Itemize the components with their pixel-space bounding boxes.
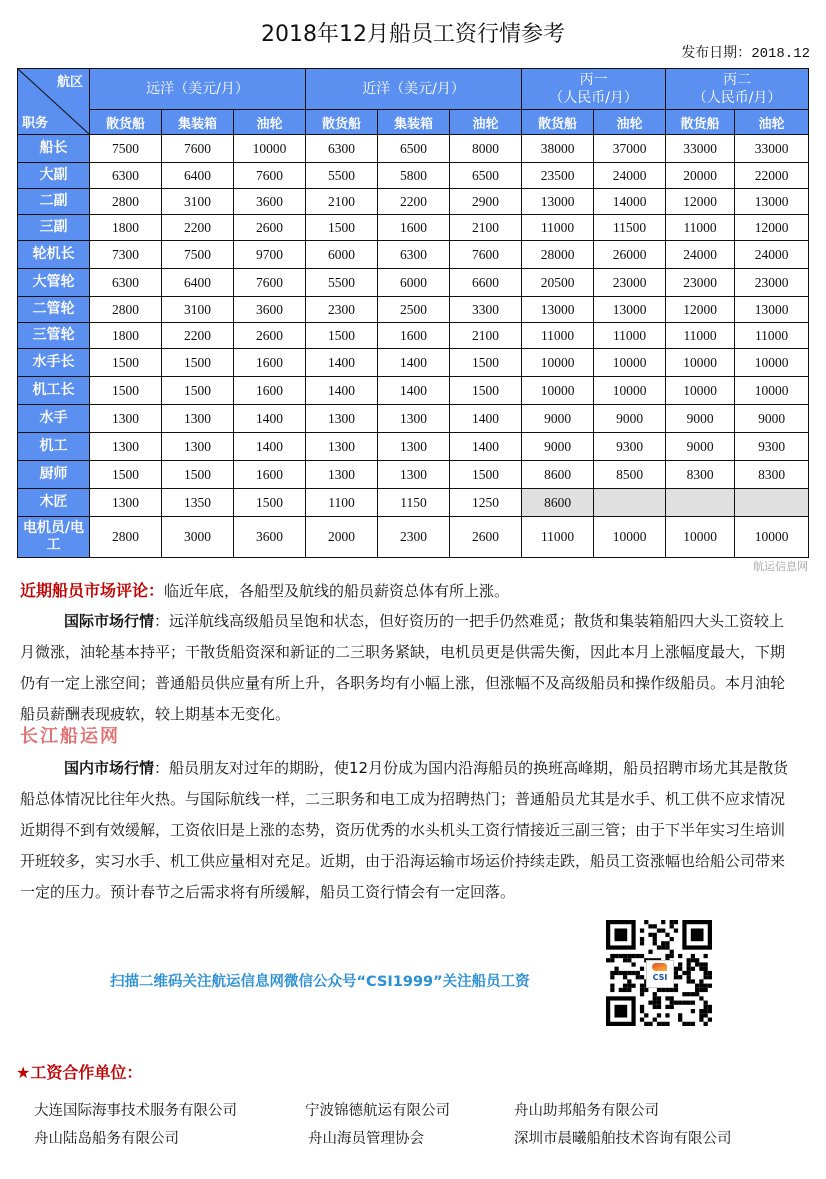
table-row <box>18 405 809 433</box>
position-label: 水手 <box>18 405 90 433</box>
wage-cell: 6000 <box>306 241 378 269</box>
wage-cell: 11000 <box>522 517 594 558</box>
wage-cell: 14000 <box>594 189 666 215</box>
wage-cell: 3000 <box>162 517 234 558</box>
vessel-type-header: 油轮 <box>735 110 809 135</box>
wage-cell: 8300 <box>735 461 809 489</box>
wage-cell: 20000 <box>666 163 735 189</box>
wage-cell: 1500 <box>234 489 306 517</box>
wage-cell: 3100 <box>162 189 234 215</box>
intl-market-paragraph <box>20 606 792 730</box>
publish-date <box>681 42 810 62</box>
vessel-type-header: 散货船 <box>522 110 594 135</box>
intl-market-text: ：远洋航线高级船员呈饱和状态，但好资历的一把手仍然难觅；散货和集装箱船四大头工资较上月微涨，油轮基本持平；干散货船资深和新证的二三职务紧缺，电机员更是供需失衡，因此本月上涨幅度最大，下期仍有一定上涨空间；普通船员供应量有所上升，各职务均有小幅上涨，但涨幅不及高级船员和操作级船员。本月油轮船员薪酬表现疲软，较上期基本无变化。 <box>20 612 786 723</box>
wage-cell: 2600 <box>234 215 306 241</box>
wage-cell: 3100 <box>162 297 234 323</box>
position-label: 水手长 <box>18 349 90 377</box>
position-label: 大管轮 <box>18 269 90 297</box>
wage-cell: 7300 <box>90 241 162 269</box>
group-header-c2-label: 丙二 <box>723 72 752 88</box>
wage-cell: 3300 <box>450 297 522 323</box>
group-header-nearsea <box>306 69 522 110</box>
wage-cell: 2800 <box>90 297 162 323</box>
wage-cell: 13000 <box>522 297 594 323</box>
wage-cell: 13000 <box>735 297 809 323</box>
wage-cell: 9700 <box>234 241 306 269</box>
csi-logo-sail <box>652 963 667 971</box>
comment-summary: 临近年底，各船型及航线的船员薪资总体有所上涨。 <box>164 582 510 600</box>
wage-cell: 9000 <box>522 405 594 433</box>
wage-cell: 1300 <box>378 405 450 433</box>
table-row <box>18 135 809 163</box>
wage-cell: 1300 <box>306 461 378 489</box>
wage-cell: 22000 <box>735 163 809 189</box>
wage-cell: 10000 <box>594 517 666 558</box>
wage-cell: 2800 <box>90 517 162 558</box>
wage-cell: 6400 <box>162 269 234 297</box>
wage-cell: 3600 <box>234 517 306 558</box>
wage-cell: 1600 <box>234 461 306 489</box>
wage-cell: 2000 <box>306 517 378 558</box>
wage-cell: 10000 <box>666 377 735 405</box>
wage-cell: 24000 <box>735 241 809 269</box>
position-label: 船长 <box>18 135 90 163</box>
wage-cell: 5500 <box>306 269 378 297</box>
position-label: 三管轮 <box>18 323 90 349</box>
wage-cell: 7600 <box>450 241 522 269</box>
qr-code[interactable] <box>606 920 712 1026</box>
wage-cell: 20500 <box>522 269 594 297</box>
wage-cell: 11000 <box>522 323 594 349</box>
wage-cell: 11000 <box>666 215 735 241</box>
wage-cell: 9000 <box>666 405 735 433</box>
csi-logo-text: CSI <box>652 973 668 982</box>
wage-cell: 23000 <box>666 269 735 297</box>
wage-cell: 23500 <box>522 163 594 189</box>
wage-cell: 12000 <box>666 189 735 215</box>
position-label: 轮机长 <box>18 241 90 269</box>
table-row <box>18 349 809 377</box>
domestic-market-paragraph <box>20 753 792 908</box>
corner-region-label: 航区 <box>56 75 83 90</box>
wage-cell: 37000 <box>594 135 666 163</box>
wage-cell: 10000 <box>735 349 809 377</box>
group-header-c1 <box>522 69 666 110</box>
publish-date-value: 2018.12 <box>751 46 810 62</box>
table-row <box>18 163 809 189</box>
wage-cell: 10000 <box>735 517 809 558</box>
vessel-type-header: 散货船 <box>90 110 162 135</box>
wage-cell: 5800 <box>378 163 450 189</box>
wage-cell: 1500 <box>90 349 162 377</box>
wage-cell: 2200 <box>162 215 234 241</box>
market-comment <box>20 575 792 607</box>
wage-cell: 10000 <box>522 377 594 405</box>
wage-cell: 2100 <box>450 323 522 349</box>
wage-cell: 9000 <box>522 433 594 461</box>
wage-cell: 1800 <box>90 215 162 241</box>
wage-cell: 1150 <box>378 489 450 517</box>
vessel-type-header: 油轮 <box>450 110 522 135</box>
position-label: 二管轮 <box>18 297 90 323</box>
wage-cell: 13000 <box>522 189 594 215</box>
wage-cell: 1300 <box>378 461 450 489</box>
wage-cell: 1300 <box>306 433 378 461</box>
partners-title: ★工资合作单位： <box>16 1063 143 1082</box>
wage-cell: 8500 <box>594 461 666 489</box>
partner-item: 舟山陆岛船务有限公司 <box>34 1131 179 1147</box>
wage-cell: 6500 <box>450 163 522 189</box>
table-row <box>18 215 809 241</box>
position-label: 木匠 <box>18 489 90 517</box>
publish-date-label: 发布日期： <box>681 45 752 61</box>
wage-cell: 6300 <box>90 163 162 189</box>
domestic-market-text: ：船员朋友对过年的期盼，使12月份成为国内沿海船员的换班高峰期，船员招聘市场尤其是散货船总体情况比往年火热。与国际航线一样，二三职务和电工成为招聘热门；普通船员尤其是水手、机工供不应求情况近期得不到有效缓解，工资依旧是上涨的态势，资历优秀的水头机头工资行情接近三副三管；由于下半年实习生培训开班较多，实习水手、机工供应量相对充足。近期，由于沿海运输市场运价持续走跌，船员工资涨幅也给船公司带来一定的压力。预计春节之后需求将有所缓解，船员工资行情会有一定回落。 <box>20 759 789 901</box>
partner-item: 深圳市晨曦船舶技术咨询有限公司 <box>514 1131 732 1147</box>
wage-cell: 11000 <box>522 215 594 241</box>
wage-cell: 11000 <box>594 323 666 349</box>
wage-cell: 2500 <box>378 297 450 323</box>
wage-cell: 1500 <box>90 461 162 489</box>
wage-table <box>17 68 809 558</box>
page-title: 2018年12月船员工资行情参考 <box>261 22 565 47</box>
qr-caption: 扫描二维码关注航运信息网微信公众号“CSI1999”关注船员工资 <box>110 974 530 990</box>
wage-cell: 24000 <box>594 163 666 189</box>
wage-cell: 10000 <box>594 377 666 405</box>
wage-cell: 5500 <box>306 163 378 189</box>
wage-cell: 1400 <box>378 377 450 405</box>
partner-item: 大连国际海事技术服务有限公司 <box>34 1103 237 1119</box>
wage-cell: 8000 <box>450 135 522 163</box>
wage-cell: 3600 <box>234 297 306 323</box>
group-header-c2 <box>666 69 809 110</box>
corner-position-label: 职务 <box>22 116 49 131</box>
wage-cell: 1300 <box>90 433 162 461</box>
wage-cell: 1500 <box>162 349 234 377</box>
wage-cell: 9000 <box>735 405 809 433</box>
wage-cell: 2100 <box>306 189 378 215</box>
wage-cell: 10000 <box>666 517 735 558</box>
wage-cell: 33000 <box>666 135 735 163</box>
wage-cell: 1400 <box>450 405 522 433</box>
wage-cell: 1300 <box>90 489 162 517</box>
position-label: 二副 <box>18 189 90 215</box>
vessel-type-header: 集装箱 <box>162 110 234 135</box>
comment-heading: 近期船员市场评论： <box>20 581 165 600</box>
table-row <box>18 461 809 489</box>
wage-table-body <box>18 135 809 558</box>
partner-item: 舟山海员管理协会 <box>308 1131 424 1147</box>
wage-cell: 33000 <box>735 135 809 163</box>
vessel-type-header: 散货船 <box>666 110 735 135</box>
vessel-type-header: 散货船 <box>306 110 378 135</box>
overlay-watermark: 长江船运网 <box>20 726 120 747</box>
wage-cell: 10000 <box>234 135 306 163</box>
group-header-ocean <box>90 69 306 110</box>
wage-cell: 1400 <box>306 349 378 377</box>
wage-cell: 1600 <box>234 377 306 405</box>
wage-cell: 2600 <box>450 517 522 558</box>
wage-cell: 8600 <box>522 489 594 517</box>
wage-cell: 1400 <box>306 377 378 405</box>
wage-cell: 1400 <box>234 405 306 433</box>
position-label: 厨师 <box>18 461 90 489</box>
intl-market-label: 国际市场行情 <box>64 612 155 630</box>
wage-cell: 3600 <box>234 189 306 215</box>
wage-cell: 1500 <box>306 323 378 349</box>
wage-cell: 10000 <box>522 349 594 377</box>
group-header-ocean-label: 远洋（美元/月） <box>146 81 249 97</box>
position-label: 大副 <box>18 163 90 189</box>
table-row <box>18 377 809 405</box>
wage-cell: 6000 <box>378 269 450 297</box>
wage-cell: 1600 <box>378 215 450 241</box>
wage-cell: 1300 <box>90 405 162 433</box>
wage-cell: 9000 <box>666 433 735 461</box>
wage-cell: 1500 <box>450 349 522 377</box>
wage-cell: 12000 <box>666 297 735 323</box>
wage-cell: 28000 <box>522 241 594 269</box>
table-row <box>18 269 809 297</box>
wage-cell: 1300 <box>162 433 234 461</box>
wage-cell: 8300 <box>666 461 735 489</box>
wage-cell: 11000 <box>735 323 809 349</box>
wage-cell: 6300 <box>306 135 378 163</box>
wage-cell: 9300 <box>594 433 666 461</box>
wage-cell: 2300 <box>306 297 378 323</box>
wage-cell: 2900 <box>450 189 522 215</box>
wage-cell: 6500 <box>378 135 450 163</box>
vessel-type-header-row <box>18 110 809 135</box>
table-row <box>18 189 809 215</box>
position-label: 电机员/电工 <box>18 517 90 558</box>
vessel-type-header: 油轮 <box>234 110 306 135</box>
wage-cell: 2600 <box>234 323 306 349</box>
wage-cell: 24000 <box>666 241 735 269</box>
wage-cell: 1500 <box>306 215 378 241</box>
wage-cell: 1500 <box>450 461 522 489</box>
wage-cell: 1600 <box>378 323 450 349</box>
wage-cell: 1350 <box>162 489 234 517</box>
wage-cell: 1500 <box>162 377 234 405</box>
wage-cell: 1100 <box>306 489 378 517</box>
wage-cell: 1500 <box>450 377 522 405</box>
vessel-type-header: 集装箱 <box>378 110 450 135</box>
table-corner-header <box>18 69 90 135</box>
table-row <box>18 433 809 461</box>
wage-cell: 2800 <box>90 189 162 215</box>
wage-cell: 8600 <box>522 461 594 489</box>
wage-cell: 9000 <box>594 405 666 433</box>
wage-cell: 7500 <box>162 241 234 269</box>
wage-cell: 10000 <box>735 377 809 405</box>
group-header-c2-unit: （人民币/月） <box>692 90 782 106</box>
wage-cell: 10000 <box>666 349 735 377</box>
position-label: 机工长 <box>18 377 90 405</box>
wage-cell: 1600 <box>234 349 306 377</box>
wage-cell: 1300 <box>306 405 378 433</box>
group-header-c1-label: 丙一 <box>579 72 608 88</box>
wage-cell: 1250 <box>450 489 522 517</box>
group-header-c1-unit: （人民币/月） <box>549 90 638 106</box>
domestic-market-label: 国内市场行情 <box>64 759 155 777</box>
partner-item: 舟山助邦船务有限公司 <box>514 1103 659 1119</box>
wage-cell: 6400 <box>162 163 234 189</box>
csi-logo <box>646 960 674 988</box>
wage-cell: 1400 <box>450 433 522 461</box>
wage-cell: 38000 <box>522 135 594 163</box>
wage-cell: 23000 <box>594 269 666 297</box>
wage-cell: 11000 <box>666 323 735 349</box>
wage-cell: 1500 <box>162 461 234 489</box>
wage-cell: 12000 <box>735 215 809 241</box>
wage-cell: 7600 <box>234 163 306 189</box>
wage-cell: 2100 <box>450 215 522 241</box>
wage-cell: 10000 <box>594 349 666 377</box>
wage-cell: 7600 <box>234 269 306 297</box>
table-row <box>18 517 809 558</box>
wage-cell: 1500 <box>90 377 162 405</box>
position-label: 机工 <box>18 433 90 461</box>
vessel-type-header: 油轮 <box>594 110 666 135</box>
wage-cell: 2200 <box>162 323 234 349</box>
wage-cell: 1800 <box>90 323 162 349</box>
wage-cell <box>735 489 809 517</box>
wage-cell: 11500 <box>594 215 666 241</box>
wage-cell: 6300 <box>90 269 162 297</box>
wage-cell: 2200 <box>378 189 450 215</box>
wage-cell: 26000 <box>594 241 666 269</box>
table-row <box>18 241 809 269</box>
group-header-nearsea-label: 近洋（美元/月） <box>362 81 465 97</box>
wage-cell <box>666 489 735 517</box>
wage-cell: 1400 <box>234 433 306 461</box>
wage-cell: 13000 <box>594 297 666 323</box>
wage-cell: 13000 <box>735 189 809 215</box>
wage-cell: 2300 <box>378 517 450 558</box>
wage-cell: 1400 <box>378 349 450 377</box>
wage-cell: 7600 <box>162 135 234 163</box>
wage-cell: 23000 <box>735 269 809 297</box>
partner-item: 宁波锦德航运有限公司 <box>305 1103 450 1119</box>
position-label: 三副 <box>18 215 90 241</box>
table-row <box>18 489 809 517</box>
table-row <box>18 323 809 349</box>
wage-cell: 1300 <box>162 405 234 433</box>
wage-cell: 1300 <box>378 433 450 461</box>
wage-cell <box>594 489 666 517</box>
table-row <box>18 297 809 323</box>
wage-cell: 6600 <box>450 269 522 297</box>
wage-cell: 9300 <box>735 433 809 461</box>
watermark: 航运信息网 <box>753 560 808 573</box>
wage-cell: 6300 <box>378 241 450 269</box>
wage-cell: 7500 <box>90 135 162 163</box>
